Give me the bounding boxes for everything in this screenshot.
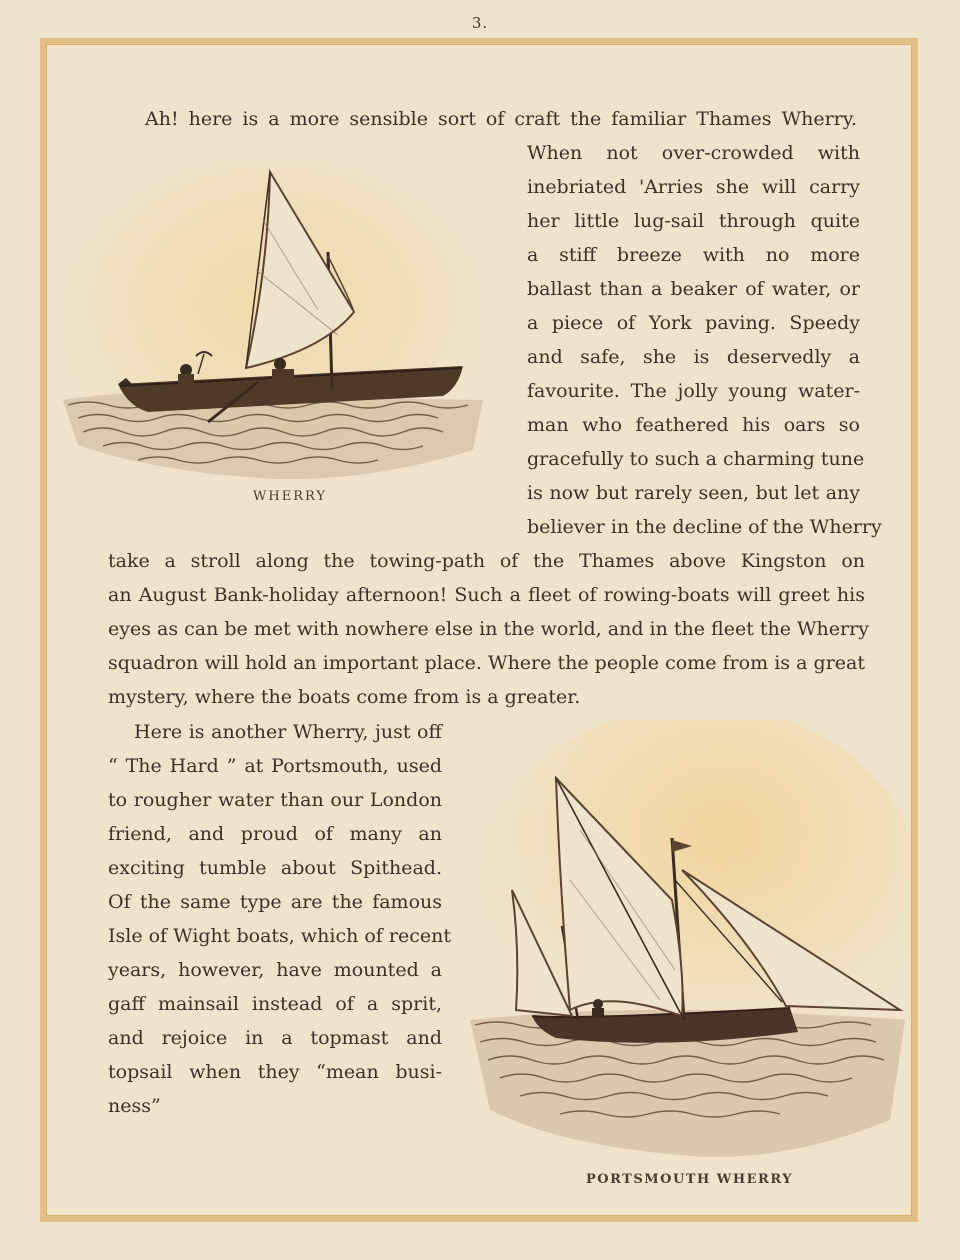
text-line: and safe, she is deservedly a: [527, 346, 860, 368]
portsmouth-wherry-caption: PORTSMOUTH WHERRY: [586, 1172, 794, 1187]
text-line: “ The Hard ” at Portsmouth, used: [108, 755, 442, 777]
paragraph-1-opening: [145, 102, 857, 136]
paragraph-2: [108, 715, 451, 1123]
text-line: Here is another Wherry, just off: [134, 721, 442, 743]
text-line: her little lug-sail through quite: [527, 210, 860, 232]
text-line: favourite. The jolly young water-: [527, 380, 860, 402]
text-line: Ah! here is a more sensible sort of craft the familiar Thames Wherry.: [145, 108, 857, 130]
wherry-caption: WHERRY: [253, 489, 327, 504]
text-line: take a stroll along the towing-path of the Thames above Kingston on: [108, 550, 865, 572]
text-line: to rougher water than our London: [108, 789, 442, 811]
paragraph-1-continuation: [108, 544, 869, 714]
portsmouth-wherry-illustration: [460, 720, 910, 1160]
text-line: exciting tumble about Spithead.: [108, 857, 442, 879]
wherry-illustration: [58, 160, 488, 490]
text-line: ballast than a beaker of water, or: [527, 278, 860, 300]
text-line: When not over-crowded with: [527, 142, 860, 164]
text-line: mystery, where the boats come from is a greater.: [108, 686, 581, 708]
text-line: and rejoice in a topmast and: [108, 1027, 442, 1049]
text-line: squadron will hold an important place. Where the people come from is a great: [108, 652, 865, 674]
text-line: Isle of Wight boats, which of recent: [108, 925, 451, 947]
text-line: believer in the decline of the Wherry: [527, 516, 882, 538]
text-line: an August Bank-holiday afternoon! Such a fleet of rowing-boats will greet his: [108, 584, 865, 606]
text-line: man who feathered his oars so: [527, 414, 860, 436]
text-line: topsail when they “mean busi-: [108, 1061, 442, 1083]
text-line: gracefully to such a charming tune: [527, 448, 865, 470]
text-line: years, however, have mounted a: [108, 959, 442, 981]
text-line: eyes as can be met with nowhere else in the world, and in the fleet the Wherry: [108, 618, 869, 640]
text-line: Of the same type are the famous: [108, 891, 442, 913]
text-line: gaff mainsail instead of a sprit,: [108, 993, 442, 1015]
text-line: friend, and proud of many an: [108, 823, 442, 845]
text-line: a piece of York paving. Speedy: [527, 312, 860, 334]
paragraph-1-beside-illustration: [527, 136, 882, 544]
page-number: 3.: [471, 14, 489, 32]
text-line: inebriated 'Arries she will carry: [527, 176, 860, 198]
text-line: ness”: [108, 1095, 161, 1117]
text-line: is now but rarely seen, but let any: [527, 482, 860, 504]
text-line: a stiff breeze with no more: [527, 244, 860, 266]
